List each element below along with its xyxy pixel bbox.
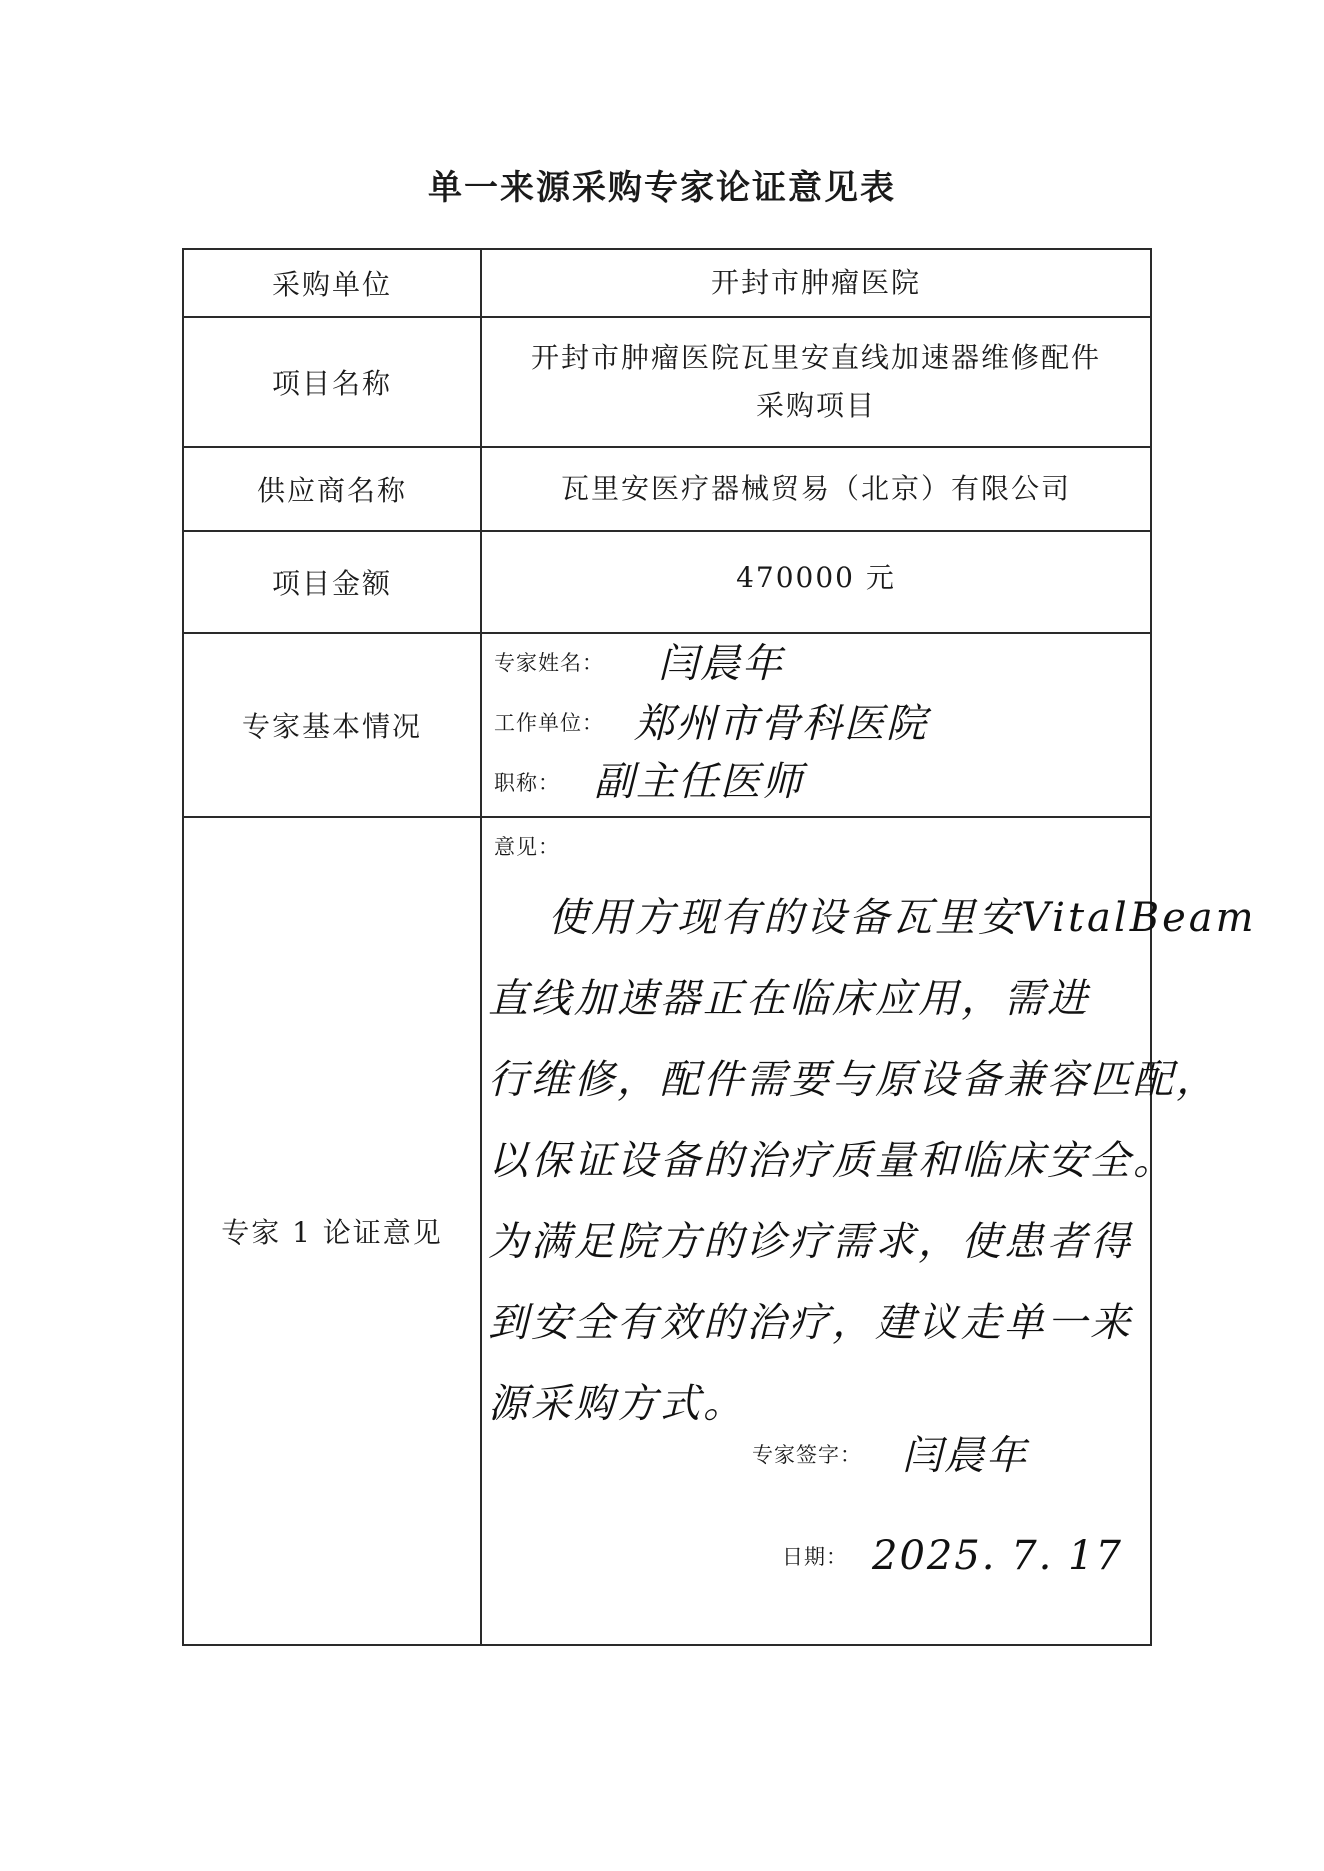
amount-value: 470000 元 xyxy=(481,531,1151,633)
opinion-line: 行维修，配件需要与原设备兼容匹配， xyxy=(488,1057,1219,1103)
row-purchaser xyxy=(183,249,1151,317)
purchaser-value: 开封市肿瘤医院 xyxy=(481,249,1151,317)
expert-name-handwriting: 闫晨年 xyxy=(658,641,784,687)
job-title-handwriting: 副主任医师 xyxy=(594,759,804,805)
opinion-handwriting xyxy=(488,878,1257,1445)
opinion-line: 源采购方式。 xyxy=(488,1381,746,1427)
project-value-line1: 开封市肿瘤医院瓦里安直线加速器维修配件 xyxy=(530,341,1101,375)
project-value-line2: 采购项目 xyxy=(755,389,876,422)
argument-form-table xyxy=(182,248,1257,1646)
supplier-value: 瓦里安医疗器械贸易（北京）有限公司 xyxy=(481,447,1151,531)
row-supplier xyxy=(183,447,1151,531)
project-label: 项目名称 xyxy=(183,317,481,447)
purchaser-label: 采购单位 xyxy=(183,249,481,317)
opinion-cell xyxy=(481,817,1257,1645)
date-label: 日期： xyxy=(782,1545,848,1569)
row-project xyxy=(183,317,1151,447)
expert-info-label: 专家基本情况 xyxy=(183,633,481,817)
opinion-line: 使用方现有的设备瓦里安VitalBeam xyxy=(548,895,1257,941)
job-title-label: 职称： xyxy=(494,771,560,795)
project-value xyxy=(481,317,1151,447)
row-opinion xyxy=(183,817,1151,1645)
workplace-label: 工作单位： xyxy=(494,711,604,735)
row-expert-info xyxy=(183,633,1151,817)
opinion-line: 到安全有效的治疗，建议走单一来 xyxy=(488,1300,1133,1346)
row-amount xyxy=(183,531,1151,633)
opinion-line: 以保证设备的治疗质量和临床安全。 xyxy=(488,1138,1176,1184)
amount-label: 项目金额 xyxy=(183,531,481,633)
supplier-label: 供应商名称 xyxy=(183,447,481,531)
signature-handwriting: 闫晨年 xyxy=(902,1433,1028,1479)
expert-name-label: 专家姓名： xyxy=(494,651,604,675)
opinion-line: 直线加速器正在临床应用，需进 xyxy=(488,976,1090,1022)
signature-label: 专家签字： xyxy=(752,1443,862,1467)
page-title: 单一来源采购专家论证意见表 xyxy=(428,168,896,208)
opinion-label: 专家 1 论证意见 xyxy=(183,817,481,1645)
workplace-handwriting: 郑州市骨科医院 xyxy=(634,701,928,747)
opinion-line: 为满足院方的诊疗需求，使患者得 xyxy=(488,1219,1133,1265)
date-handwriting: 2025. 7. 17 xyxy=(872,1533,1124,1579)
opinion-field-label: 意见： xyxy=(494,835,560,859)
expert-info-cell xyxy=(481,633,1151,817)
